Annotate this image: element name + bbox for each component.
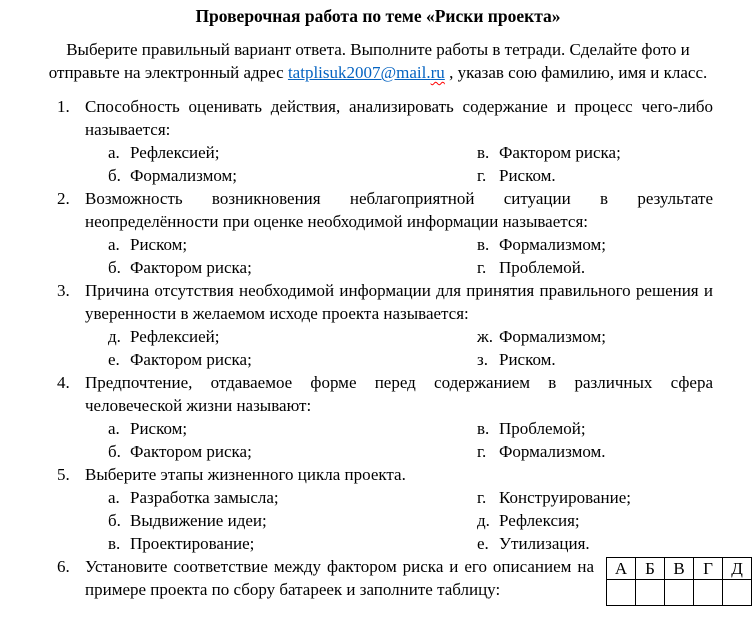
option-text: Формализмом; (499, 327, 606, 346)
question-number: 4. (57, 373, 70, 392)
email-link-text[interactable]: tatplisuk2007@mail. (287, 63, 431, 82)
option-row (85, 325, 477, 348)
question-6 (57, 555, 743, 610)
intro-text-before-link: Выберите правильный вариант ответа. Выполните работы в тетради. Сделайте фото и отправьте на электронный адрес (48, 40, 690, 82)
question-body (85, 95, 713, 187)
options-grid (85, 486, 713, 555)
option-text: Формализмом. (499, 442, 606, 461)
answer-table (606, 557, 752, 606)
answer-table-header-cell: Д (723, 558, 752, 580)
option-row (85, 141, 477, 164)
question-text: Установите соответствие между фактором риска и его описанием на примере проекта по сбору батареек и заполните таблицу: (85, 557, 594, 599)
option-label: б. (108, 166, 121, 185)
option-text: Фактором риска; (130, 350, 252, 369)
option-row (477, 417, 713, 440)
question-number: 2. (57, 189, 70, 208)
answer-table-empty-cell (636, 580, 665, 606)
option-row (85, 233, 477, 256)
option-text: Конструирование; (499, 488, 631, 507)
option-text: Рефлексией; (130, 143, 220, 162)
intro-text-after-link: , указав сою фамилию, имя и класс. (444, 63, 708, 82)
question-body (85, 463, 713, 555)
email-link-misspelled-part[interactable]: ru (430, 63, 445, 82)
option-label: а. (108, 419, 120, 438)
page-title: Проверочная работа по теме «Риски проекта» (195, 6, 561, 26)
option-row (85, 164, 477, 187)
option-text: Утилизация. (499, 534, 590, 553)
option-row (85, 509, 477, 532)
option-text: Рефлексия; (499, 511, 580, 530)
options-grid (85, 325, 713, 371)
question-list (0, 95, 756, 610)
option-text: Риском; (130, 235, 188, 254)
question-text: Предпочтение, отдаваемое форме перед содержанием в различных сфера человеческой жизни называют: (85, 373, 713, 415)
question-2 (57, 187, 713, 279)
options-grid (85, 417, 713, 463)
question-body (85, 371, 713, 463)
option-label: в. (477, 235, 490, 254)
question-text: Возможность возникновения неблагоприятной ситуации в результате неопределённости при оценке необходимой информации называется: (85, 189, 713, 231)
option-text: Выдвижение идеи; (130, 511, 267, 530)
options-column-right (477, 141, 713, 187)
option-text: Фактором риска; (130, 258, 252, 277)
intro-paragraph (0, 38, 756, 84)
option-text: Формализмом; (499, 235, 606, 254)
option-text: Проблемой. (499, 258, 586, 277)
options-column-left (85, 325, 477, 371)
option-label: а. (108, 235, 120, 254)
option-text: Фактором риска; (130, 442, 252, 461)
question-number: 6. (57, 557, 70, 576)
question-number: 5. (57, 465, 70, 484)
option-label: г. (477, 258, 487, 277)
option-row (477, 325, 713, 348)
option-label: б. (108, 511, 121, 530)
answer-table-header-cell: Б (636, 558, 665, 580)
answer-table-empty-cell (694, 580, 723, 606)
options-column-right (477, 486, 713, 555)
option-label: е. (477, 534, 489, 553)
option-text: Фактором риска; (499, 143, 621, 162)
option-row (477, 256, 713, 279)
options-column-left (85, 417, 477, 463)
option-text: Формализмом; (130, 166, 237, 185)
option-label: г. (477, 166, 487, 185)
option-row (85, 532, 477, 555)
answer-table-empty-row (607, 580, 752, 606)
question-text: Способность оценивать действия, анализировать содержание и процесс чего-либо называется: (85, 97, 713, 139)
option-text: Проблемой; (499, 419, 586, 438)
answer-table-empty-cell (723, 580, 752, 606)
answer-table-header-cell: В (665, 558, 694, 580)
options-column-left (85, 141, 477, 187)
option-label: г. (477, 488, 487, 507)
option-label: е. (108, 350, 120, 369)
option-text: Разработка замысла; (130, 488, 279, 507)
answer-table-empty-cell (607, 580, 636, 606)
question-body (85, 279, 713, 371)
option-row (85, 486, 477, 509)
question-body (85, 187, 713, 279)
option-label: а. (108, 143, 120, 162)
answer-table-float (606, 557, 752, 606)
option-label: д. (477, 511, 490, 530)
option-label: ж. (477, 327, 493, 346)
option-text: Проектирование; (130, 534, 255, 553)
option-text: Рефлексией; (130, 327, 220, 346)
option-row (85, 348, 477, 371)
option-row (477, 164, 713, 187)
answer-table-header-cell: А (607, 558, 636, 580)
option-label: б. (108, 442, 121, 461)
question-text: Выберите этапы жизненного цикла проекта. (85, 465, 406, 484)
option-text: Риском. (499, 350, 556, 369)
option-row (477, 348, 713, 371)
answer-table-header-row (607, 558, 752, 580)
question-5 (57, 463, 713, 555)
option-text: Риском. (499, 166, 556, 185)
option-row (477, 141, 713, 164)
answer-table-header-cell: Г (694, 558, 723, 580)
option-text: Риском; (130, 419, 188, 438)
option-row (477, 440, 713, 463)
option-label: б. (108, 258, 121, 277)
options-grid (85, 233, 713, 279)
question-number: 1. (57, 97, 70, 116)
option-label: в. (477, 143, 490, 162)
question-text: Причина отсутствия необходимой информации для принятия правильного решения и уверенности в желаемом исходе проекта называется: (85, 281, 713, 323)
option-row (85, 256, 477, 279)
options-grid (85, 141, 713, 187)
option-row (477, 509, 713, 532)
answer-table-empty-cell (665, 580, 694, 606)
question-4 (57, 371, 713, 463)
options-column-right (477, 325, 713, 371)
email-link[interactable] (288, 63, 445, 82)
options-column-left (85, 486, 477, 555)
question-3 (57, 279, 713, 371)
question-body (85, 555, 743, 610)
option-label: г. (477, 442, 487, 461)
option-row (477, 532, 713, 555)
options-column-right (477, 417, 713, 463)
options-column-left (85, 233, 477, 279)
options-column-right (477, 233, 713, 279)
option-row (85, 417, 477, 440)
option-row (477, 233, 713, 256)
question-1 (57, 95, 713, 187)
option-label: з. (477, 350, 488, 369)
option-label: д. (108, 327, 121, 346)
option-row (477, 486, 713, 509)
option-label: в. (108, 534, 121, 553)
question-number: 3. (57, 281, 70, 300)
option-row (85, 440, 477, 463)
option-label: а. (108, 488, 120, 507)
option-label: в. (477, 419, 490, 438)
